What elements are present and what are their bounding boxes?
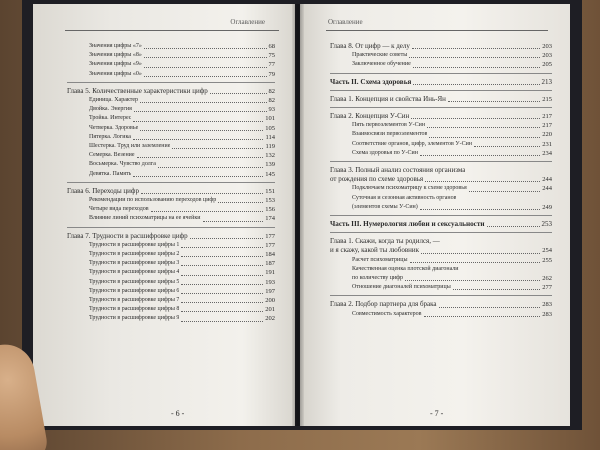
entry-title: Значения цифры «8»	[89, 52, 142, 59]
entry-title: Четыре вида переходов	[89, 206, 149, 213]
toc-entry	[330, 51, 552, 60]
entry-title: Трудности в расшифровке цифры 7	[89, 297, 180, 304]
toc-entry	[67, 151, 275, 160]
dot-leader	[405, 280, 540, 281]
toc-entry	[330, 203, 552, 212]
entry-page: 215	[542, 95, 552, 103]
entry-title: Соответствие органов, цифр, элементов У-Син	[352, 140, 473, 147]
entry-page: 244	[542, 176, 552, 184]
entry-title: Пять первоэлементов У-Син	[352, 122, 426, 129]
entry-page: 203	[542, 52, 552, 60]
entry-title: Совместимость характеров	[352, 310, 422, 317]
entry-title: Значения цифры «9»	[89, 61, 142, 68]
toc-section	[330, 78, 552, 91]
entry-page: 68	[268, 43, 275, 50]
entry-title: Суточная и сезонная активность органов	[352, 194, 457, 201]
book-gutter	[292, 4, 304, 426]
entry-page: 139	[265, 161, 275, 169]
toc-entry	[67, 268, 275, 277]
entry-title: Глава 7. Трудности в расшифровке цифр	[67, 231, 188, 240]
entry-page: 202	[265, 315, 275, 323]
entry-page: 145	[265, 170, 275, 178]
dot-leader	[429, 137, 540, 138]
entry-title: Часть II. Схема здоровья	[330, 77, 412, 86]
toc-section	[330, 42, 552, 74]
entry-title: Единица. Характер	[89, 97, 139, 104]
entry-page: 255	[542, 256, 552, 264]
entry-title: Глава 1. Скажи, когда ты родился, —	[330, 237, 440, 246]
dot-leader	[190, 238, 264, 239]
entry-title: Расчет психоматрицы	[352, 256, 408, 263]
entry-page: 234	[542, 149, 552, 157]
toc-entry	[330, 220, 552, 229]
toc-entry	[67, 105, 275, 114]
dot-leader	[137, 157, 264, 158]
toc-entry	[67, 259, 275, 268]
dot-leader	[474, 146, 540, 147]
entry-page: 105	[265, 124, 275, 132]
entry-title: Трудности в расшифровке цифры 5	[89, 278, 180, 285]
toc-entry	[67, 205, 275, 214]
entry-page: 197	[265, 287, 275, 295]
toc-entry	[330, 42, 552, 51]
page-number: - 7 -	[430, 409, 444, 418]
entry-title: от рождения по схеме здоровья	[330, 175, 424, 184]
toc-entry	[330, 274, 552, 283]
toc-entry	[330, 175, 552, 184]
dot-leader	[424, 316, 541, 317]
dot-leader	[140, 102, 266, 103]
entry-title: Пятерка. Логика	[89, 133, 131, 140]
toc-entry	[330, 194, 552, 203]
toc-section	[330, 166, 552, 216]
entry-page: 77	[268, 61, 275, 69]
toc-entry	[330, 283, 552, 292]
dot-leader	[141, 193, 263, 194]
dot-leader	[181, 275, 263, 276]
toc-section	[67, 87, 275, 183]
toc-section	[330, 300, 552, 321]
dot-leader	[133, 139, 264, 140]
toc-entry	[330, 121, 552, 130]
toc-entry	[67, 305, 275, 314]
entry-title: Практические советы	[352, 52, 408, 59]
entry-title: Семерка. Везение	[89, 152, 135, 159]
entry-page: 283	[542, 301, 552, 309]
toc-entry	[330, 112, 552, 121]
dot-leader	[413, 84, 539, 85]
entry-title: Взаимосвязи первоэлементов	[352, 131, 428, 138]
entry-page: 253	[541, 220, 552, 229]
entry-title: Трудности в расшифровке цифры 2	[89, 251, 180, 258]
dot-leader	[439, 307, 541, 308]
dot-leader	[181, 293, 263, 294]
dot-leader	[144, 57, 267, 58]
entry-page: 205	[542, 61, 552, 69]
toc-entry	[67, 42, 275, 51]
entry-title: Заключенное обучение	[352, 61, 411, 68]
entry-page: 184	[265, 251, 275, 259]
toc-entry	[67, 60, 275, 69]
entry-title: Трудности в расшифровке цифры 1	[89, 241, 180, 248]
dot-leader	[421, 253, 540, 254]
entry-title: Схема здоровья по У-Син	[352, 149, 418, 156]
entry-title: Подключаем психоматрицу к схеме здоровья	[352, 185, 467, 192]
toc-entry	[67, 278, 275, 287]
toc-section	[67, 187, 275, 228]
header-rule	[65, 30, 279, 31]
toc-entry	[67, 70, 275, 79]
entry-page: 177	[265, 241, 275, 249]
dot-leader	[425, 181, 540, 182]
entry-page: 82	[268, 97, 275, 105]
toc-entry	[67, 287, 275, 296]
running-head: Оглавление	[328, 18, 363, 26]
entry-page: 156	[265, 206, 275, 214]
dot-leader	[181, 265, 263, 266]
entry-page: 151	[265, 187, 275, 195]
toc-entry	[67, 241, 275, 250]
dot-leader	[420, 209, 540, 210]
entry-title: Глава 3. Полный анализ состояния организма	[330, 166, 466, 175]
entry-page: 174	[265, 215, 275, 223]
dot-leader	[413, 67, 540, 68]
entry-page: 249	[542, 203, 552, 211]
toc-entry	[330, 130, 552, 139]
dot-leader	[144, 48, 267, 49]
table-of-contents	[330, 42, 552, 326]
entry-title: по количеству цифр	[352, 275, 403, 282]
entry-title: Трудности в расшифровке цифры 6	[89, 287, 180, 294]
toc-entry	[67, 51, 275, 60]
entry-title: Качественная оценка плотской диагонали	[352, 265, 459, 272]
dot-leader	[411, 118, 540, 119]
toc-entry	[67, 124, 275, 133]
entry-page: 187	[265, 260, 275, 268]
dot-leader	[427, 127, 540, 128]
toc-entry	[330, 78, 552, 87]
entry-page: 177	[265, 232, 275, 240]
dot-leader	[144, 67, 267, 68]
entry-page: 201	[265, 306, 275, 314]
dot-leader	[158, 167, 263, 168]
toc-entry	[330, 310, 552, 319]
toc-entry	[67, 250, 275, 259]
entry-title: Глава 1. Концепция и свойства Инь-Ян	[330, 94, 446, 103]
dot-leader	[181, 302, 263, 303]
entry-title: Глава 5. Количественные характеристики цифр	[67, 86, 208, 95]
entry-title: Часть III. Нумерология любви и сексуальности	[330, 220, 485, 229]
entry-title: Глава 6. Переходы цифр	[67, 186, 139, 195]
entry-page: 114	[265, 133, 275, 141]
entry-page: 75	[268, 52, 275, 60]
toc-section	[330, 220, 552, 233]
dot-leader	[448, 101, 540, 102]
dot-leader	[133, 176, 263, 177]
toc-entry	[67, 170, 275, 179]
entry-page: 101	[265, 115, 275, 123]
left-page	[33, 4, 295, 426]
toc-entry	[330, 300, 552, 309]
entry-title: Девятка. Память	[89, 170, 132, 177]
entry-page: 244	[542, 185, 552, 193]
entry-title: Глава 8. От цифр — к делу	[330, 42, 410, 50]
entry-title: Восьмерка. Чувство долга	[89, 161, 156, 168]
entry-page: 200	[265, 297, 275, 305]
dot-leader	[210, 93, 267, 94]
entry-page: 153	[265, 197, 275, 205]
toc-entry	[67, 96, 275, 105]
entry-title: Четверка. Здоровье	[89, 124, 139, 131]
entry-page: 191	[265, 269, 275, 277]
entry-page: 79	[268, 70, 275, 78]
dot-leader	[203, 221, 264, 222]
entry-title: Рекомендации по использованию переходов цифр	[89, 197, 217, 204]
dot-leader	[420, 155, 540, 156]
toc-entry	[67, 296, 275, 305]
entry-page: 254	[542, 247, 552, 255]
toc-entry	[67, 314, 275, 323]
dot-leader	[412, 48, 540, 49]
entry-page: 193	[265, 278, 275, 286]
toc-entry	[67, 133, 275, 142]
entry-page: 119	[265, 143, 275, 151]
entry-title: Значения цифры «0»	[89, 70, 142, 77]
toc-entry	[330, 256, 552, 265]
entry-page: 213	[541, 77, 552, 86]
toc-entry	[330, 246, 552, 255]
entry-title: Глава 2. Подбор партнера для брака	[330, 300, 437, 309]
entry-page: 217	[542, 113, 552, 121]
entry-page: 82	[268, 87, 275, 95]
toc-entry	[67, 87, 275, 96]
entry-title: и я скажу, какой ты любовник	[330, 246, 420, 255]
dot-leader	[140, 130, 263, 131]
entry-page: 93	[268, 106, 275, 114]
entry-page: 217	[542, 122, 552, 130]
dot-leader	[172, 148, 263, 149]
page-number: - 6 -	[171, 409, 185, 418]
dot-leader	[453, 289, 541, 290]
toc-entry	[330, 95, 552, 104]
toc-entry	[330, 149, 552, 158]
toc-entry	[330, 166, 552, 175]
entry-page: 231	[542, 140, 552, 148]
entry-page: 277	[542, 284, 552, 292]
toc-entry	[330, 140, 552, 149]
toc-entry	[67, 142, 275, 151]
dot-leader	[144, 76, 267, 77]
entry-title: Глава 2. Концепция У-Син	[330, 112, 410, 121]
toc-section	[67, 42, 275, 83]
dot-leader	[181, 247, 263, 248]
entry-title: Тройка. Интерес	[89, 115, 132, 122]
toc-entry	[330, 237, 552, 246]
toc-entry	[67, 187, 275, 196]
running-head: Оглавление	[230, 18, 265, 26]
toc-entry	[67, 114, 275, 123]
entry-page: 132	[265, 152, 275, 160]
toc-entry	[67, 232, 275, 241]
entry-page: 220	[542, 131, 552, 139]
dot-leader	[133, 121, 263, 122]
table-of-contents	[67, 42, 275, 331]
dot-leader	[181, 311, 263, 312]
entry-title: Трудности в расшифровке цифры 9	[89, 315, 180, 322]
toc-entry	[67, 160, 275, 169]
entry-title: Шестерка. Труд или заземление	[89, 143, 171, 150]
dot-leader	[469, 191, 540, 192]
toc-section	[330, 112, 552, 162]
entry-page: 203	[542, 43, 552, 50]
dot-leader	[181, 321, 263, 322]
dot-leader	[410, 262, 541, 263]
dot-leader	[218, 202, 263, 203]
dot-leader	[134, 111, 267, 112]
toc-entry	[330, 184, 552, 193]
dot-leader	[181, 284, 263, 285]
dot-leader	[487, 226, 540, 227]
toc-section	[67, 232, 275, 327]
dot-leader	[151, 211, 264, 212]
toc-section	[330, 95, 552, 108]
dot-leader	[181, 256, 263, 257]
toc-entry	[330, 60, 552, 69]
toc-section	[330, 237, 552, 296]
entry-title: Трудности в расшифровке цифры 4	[89, 269, 180, 276]
header-rule	[326, 30, 548, 31]
entry-title: Отношение диагоналей психоматрицы	[352, 284, 451, 291]
entry-title: Двойка. Энергия	[89, 106, 132, 113]
entry-title: Влияние линий психоматрицы на ее ячейки	[89, 215, 201, 222]
toc-entry	[67, 196, 275, 205]
entry-title: Трудности в расшифровке цифры 3	[89, 260, 180, 267]
entry-title: (элементов схемы У-Син)	[352, 203, 418, 210]
right-page	[300, 4, 570, 426]
entry-title: Значения цифры «7»	[89, 43, 142, 49]
entry-title: Трудности в расшифровке цифры 8	[89, 306, 180, 313]
dot-leader	[409, 57, 540, 58]
entry-page: 262	[542, 275, 552, 283]
entry-page: 283	[542, 310, 552, 318]
toc-entry	[67, 214, 275, 223]
toc-entry	[330, 265, 552, 274]
